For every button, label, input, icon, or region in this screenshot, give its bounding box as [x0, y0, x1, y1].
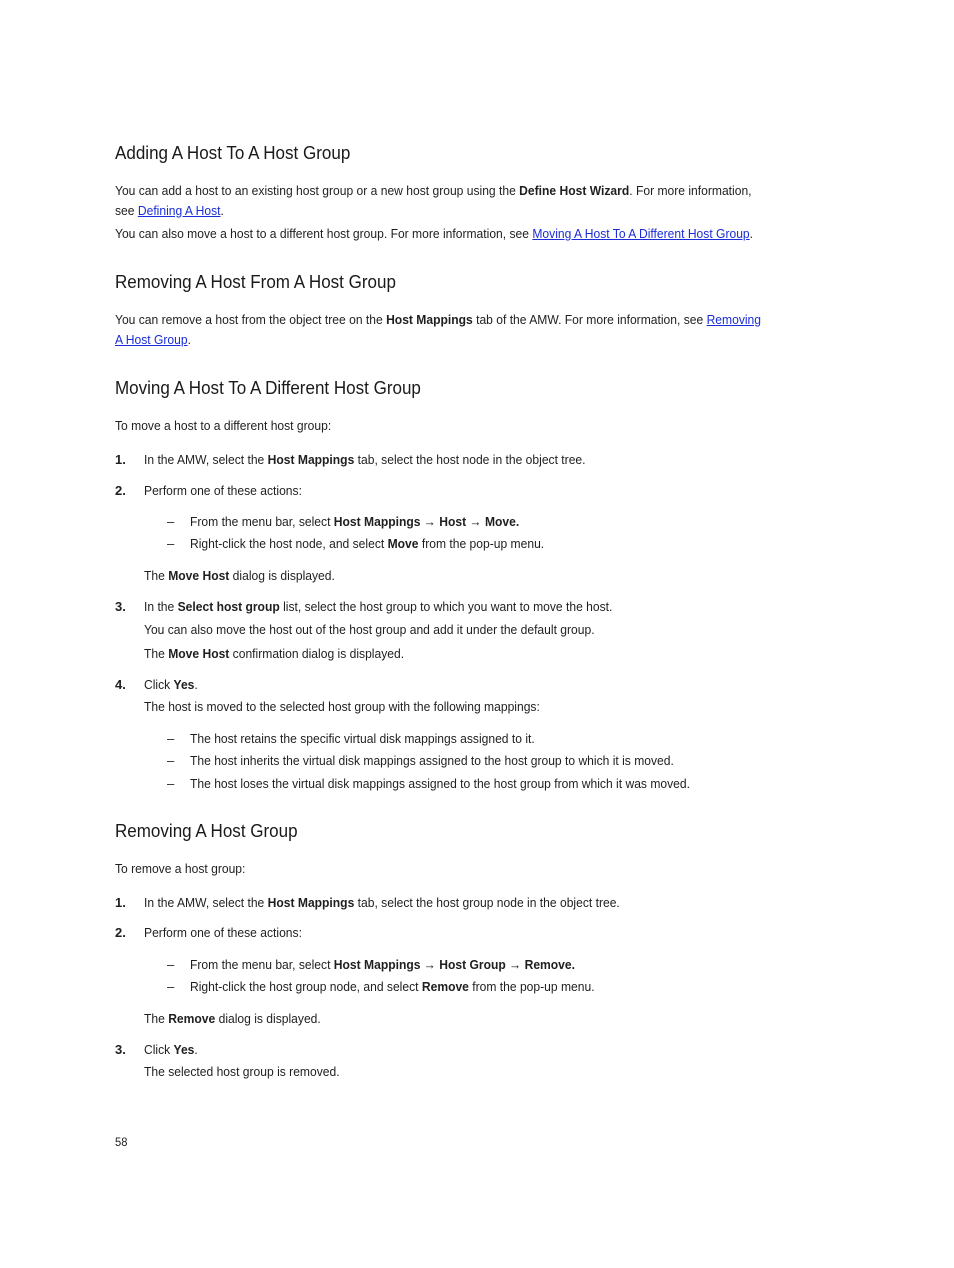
page-number: 58 — [115, 1135, 128, 1149]
step-text: In the AMW, select the Host Mappings tab, select the host group node in the object tree. — [144, 895, 620, 910]
dash-bullet: – — [167, 536, 175, 551]
heading-removing-group: Removing A Host Group — [115, 820, 298, 841]
list-item: From the menu bar, select Host Mappings → Host → Move. — [190, 514, 520, 529]
step-text: In the Select host group list, select the host group to which you want to move the host. — [144, 599, 613, 614]
link-removing-host-group[interactable]: Removing — [706, 312, 762, 327]
link-moving-a-host[interactable]: Moving A Host To A Different Host Group — [532, 226, 750, 241]
step-number: 1. — [115, 452, 126, 467]
list-item: Right-click the host group node, and select Remove from the pop-up menu. — [190, 979, 595, 994]
link-defining-a-host[interactable]: Defining A Host — [137, 203, 221, 218]
step-text: In the AMW, select the Host Mappings tab, select the host node in the object tree. — [144, 452, 586, 467]
step-text: Perform one of these actions: — [144, 483, 302, 498]
step-number: 3. — [115, 1042, 126, 1057]
dash-bullet: – — [167, 979, 175, 994]
paragraph: To remove a host group: — [115, 861, 246, 876]
step-number: 2. — [115, 483, 126, 498]
paragraph: You can also move a host to a different host group. For more information, see Moving A Host To A Different Host Group. — [115, 226, 754, 241]
paragraph: To move a host to a different host group: — [115, 418, 332, 433]
step-text: Perform one of these actions: — [144, 925, 302, 940]
list-item: The host retains the specific virtual disk mappings assigned to it. — [190, 731, 535, 746]
paragraph: see Defining A Host. — [115, 203, 224, 218]
step-text: The Move Host dialog is displayed. — [144, 568, 335, 583]
list-item: Right-click the host node, and select Move from the pop-up menu. — [190, 536, 545, 551]
step-number: 1. — [115, 895, 126, 910]
link-removing-host-group[interactable]: A Host Group — [115, 332, 188, 347]
paragraph: You can remove a host from the object tree on the Host Mappings tab of the AMW. For more information, see Removing — [115, 312, 762, 327]
dash-bullet: – — [167, 776, 175, 791]
heading-removing-host: Removing A Host From A Host Group — [115, 271, 396, 292]
step-text: Click Yes. — [144, 1042, 198, 1057]
dash-bullet: – — [167, 731, 175, 746]
heading-adding-host: Adding A Host To A Host Group — [115, 142, 351, 163]
heading-moving-host: Moving A Host To A Different Host Group — [115, 377, 421, 398]
step-number: 2. — [115, 925, 126, 940]
paragraph: You can add a host to an existing host group or a new host group using the Define Host Wizard. For more information, — [115, 183, 752, 198]
dash-bullet: – — [167, 957, 175, 972]
step-number: 3. — [115, 599, 126, 614]
list-item: The host loses the virtual disk mappings assigned to the host group from which it was moved. — [190, 776, 690, 791]
step-text: The selected host group is removed. — [144, 1064, 340, 1079]
list-item: From the menu bar, select Host Mappings → Host Group → Remove. — [190, 957, 575, 972]
step-number: 4. — [115, 677, 126, 692]
step-text: Click Yes. — [144, 677, 198, 692]
step-text: The host is moved to the selected host group with the following mappings: — [144, 699, 540, 714]
step-text: You can also move the host out of the host group and add it under the default group. — [144, 622, 595, 637]
step-text: The Move Host confirmation dialog is displayed. — [144, 646, 405, 661]
list-item: The host inherits the virtual disk mappings assigned to the host group to which it is moved. — [190, 753, 674, 768]
step-text: The Remove dialog is displayed. — [144, 1011, 321, 1026]
paragraph: A Host Group. — [115, 332, 191, 347]
dash-bullet: – — [167, 753, 175, 768]
dash-bullet: – — [167, 514, 175, 529]
